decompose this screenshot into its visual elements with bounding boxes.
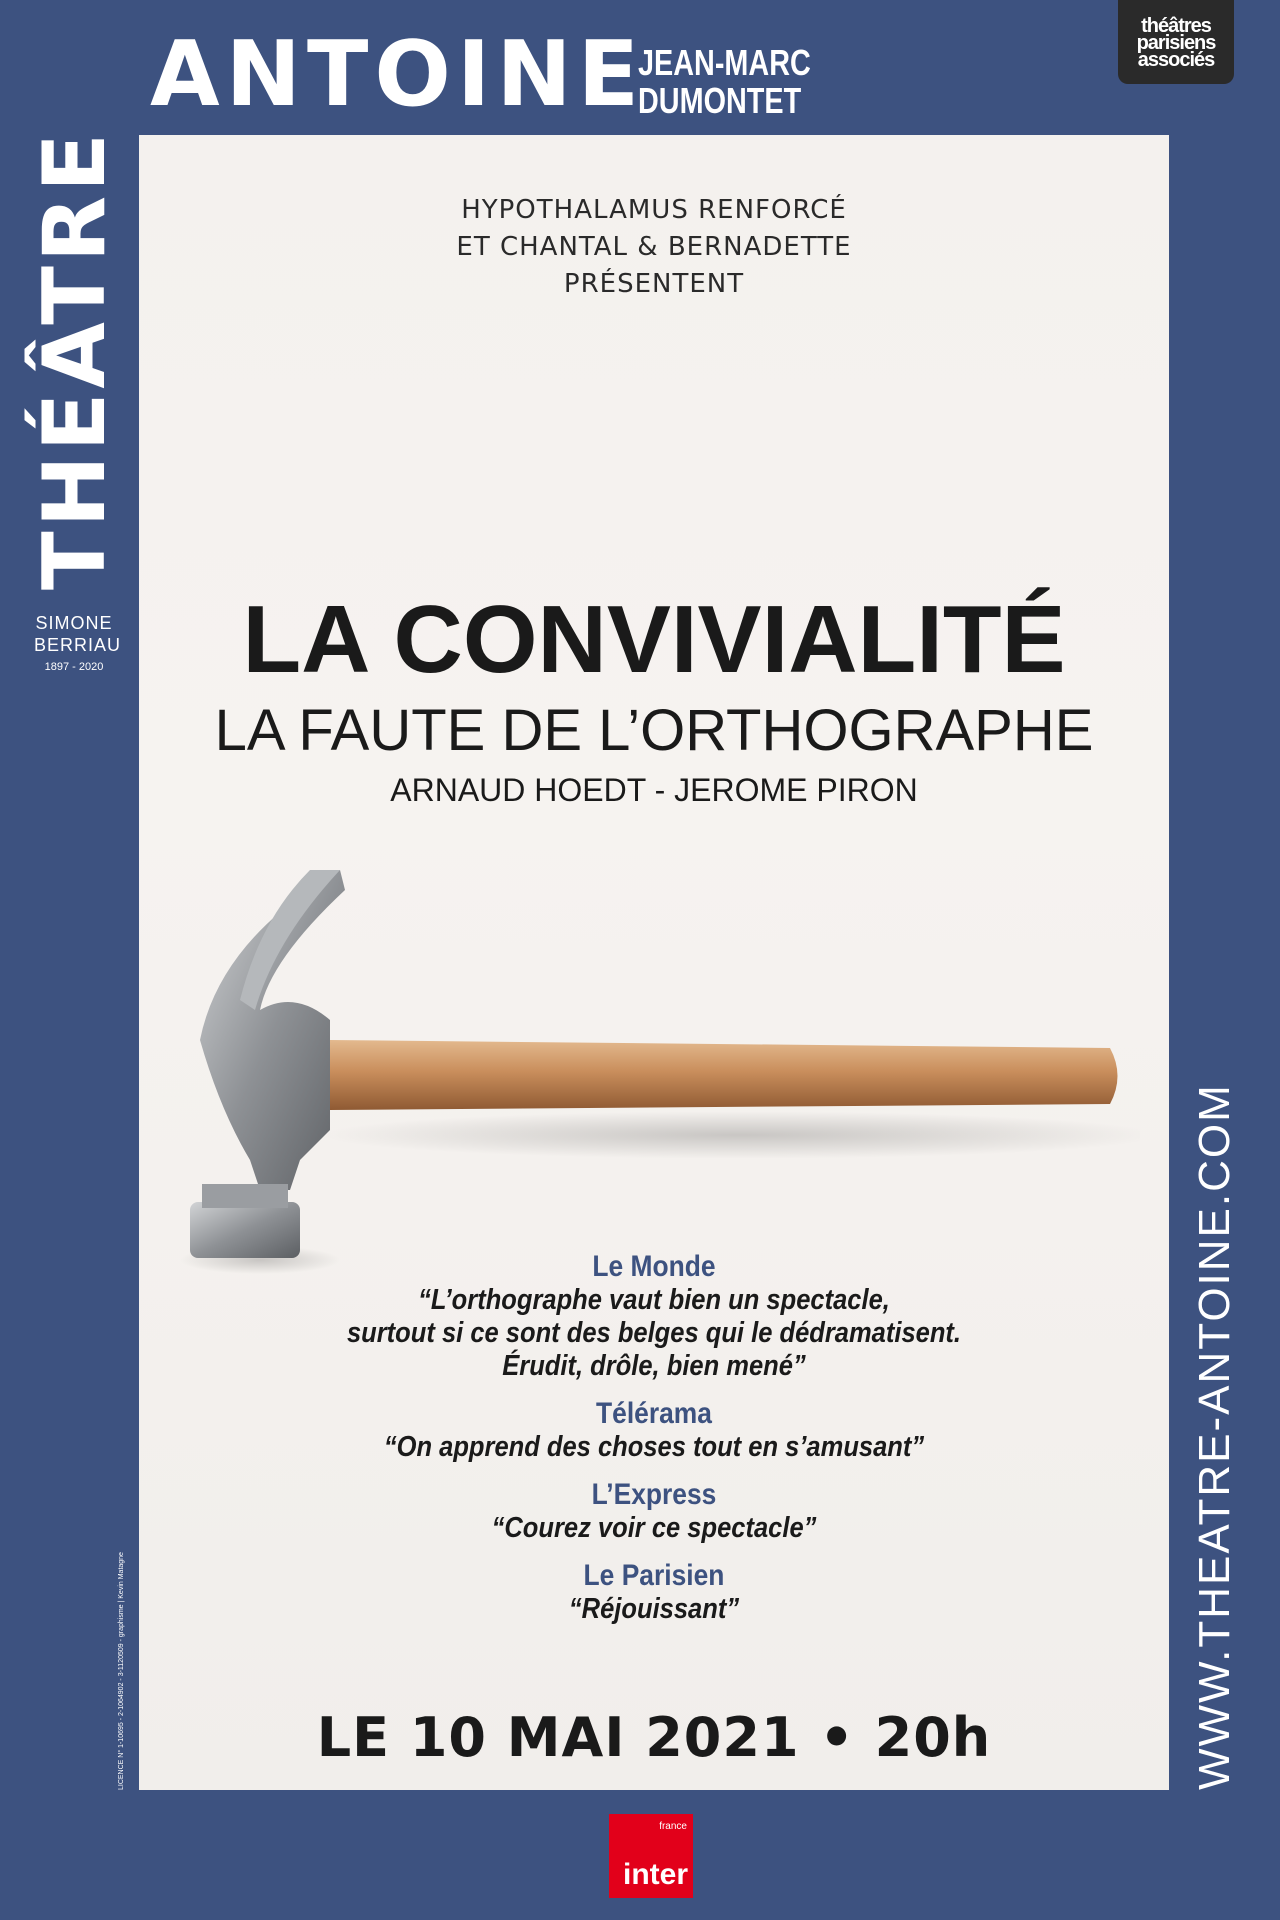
years: 1897 - 2020 bbox=[44, 661, 104, 673]
logo-line-2: parisiens bbox=[1136, 32, 1216, 54]
theatre-name: ANTOINE bbox=[150, 22, 646, 127]
france-inter-small: france bbox=[659, 1821, 687, 1832]
theatres-parisiens-associes-logo[interactable] bbox=[1118, 0, 1234, 84]
show-subtitle: LA FAUTE DE L’ORTHOGRAPHE bbox=[214, 698, 1094, 763]
theatre-word: THÉÂTRE bbox=[25, 129, 125, 590]
presenter-line-3: PRÉSENTENT bbox=[563, 269, 745, 299]
france-inter-logo[interactable] bbox=[609, 1814, 693, 1898]
review-quote-line: “Réjouissant” bbox=[568, 1593, 740, 1625]
simone-line-1: SIMONE bbox=[35, 613, 113, 633]
press-reviews bbox=[139, 1250, 1169, 1640]
review-quote-line: “L’orthographe vaut bien un spectacle, bbox=[418, 1284, 890, 1316]
review-item bbox=[139, 1250, 1169, 1383]
presenter-line-2: ET CHANTAL & BERNADETTE bbox=[456, 232, 852, 262]
logo-line-1: théâtres bbox=[1141, 15, 1211, 37]
review-quote-line: “On apprend des choses tout en s’amusant” bbox=[383, 1431, 925, 1463]
show-authors: ARNAUD HOEDT - JEROME PIRON bbox=[390, 772, 918, 808]
review-item bbox=[139, 1478, 1169, 1545]
director-first-name: JEAN-MARC bbox=[638, 42, 811, 83]
presenter-line-1: HYPOTHALAMUS RENFORCÉ bbox=[461, 195, 847, 225]
director-last-name: DUMONTET bbox=[638, 80, 802, 121]
licence-line: LICENCE N° 1-10695 - 2-1064902 - 3-1120509 - graphisme | Kevin Matagne bbox=[118, 1552, 125, 1790]
show-title: LA CONVIVIALITÉ bbox=[242, 586, 1066, 693]
review-source: Le Monde bbox=[592, 1250, 716, 1283]
hammer-illustration bbox=[180, 860, 1140, 1280]
simone-berriau-credit bbox=[34, 612, 122, 678]
logo-line-3: associés bbox=[1137, 49, 1215, 71]
presenters bbox=[139, 192, 1169, 303]
simone-line-2: BERRIAU bbox=[34, 635, 122, 655]
website-url[interactable]: WWW.THEATRE-ANTOINE.COM bbox=[1190, 1083, 1239, 1790]
review-quote-line: surtout si ce sont des belges qui le dédramatisent. bbox=[346, 1317, 962, 1349]
performance-date: LE 10 MAI 2021 • 20h bbox=[316, 1706, 992, 1769]
france-inter-big: inter bbox=[623, 1858, 689, 1891]
review-source: Le Parisien bbox=[583, 1559, 725, 1592]
review-source: Télérama bbox=[596, 1397, 712, 1430]
director-name bbox=[638, 44, 811, 120]
review-source: L’Express bbox=[591, 1478, 717, 1511]
review-quote-line: Érudit, drôle, bien mené” bbox=[502, 1350, 806, 1382]
review-item bbox=[139, 1397, 1169, 1464]
review-quote-line: “Courez voir ce spectacle” bbox=[491, 1512, 817, 1544]
review-item bbox=[139, 1559, 1169, 1626]
